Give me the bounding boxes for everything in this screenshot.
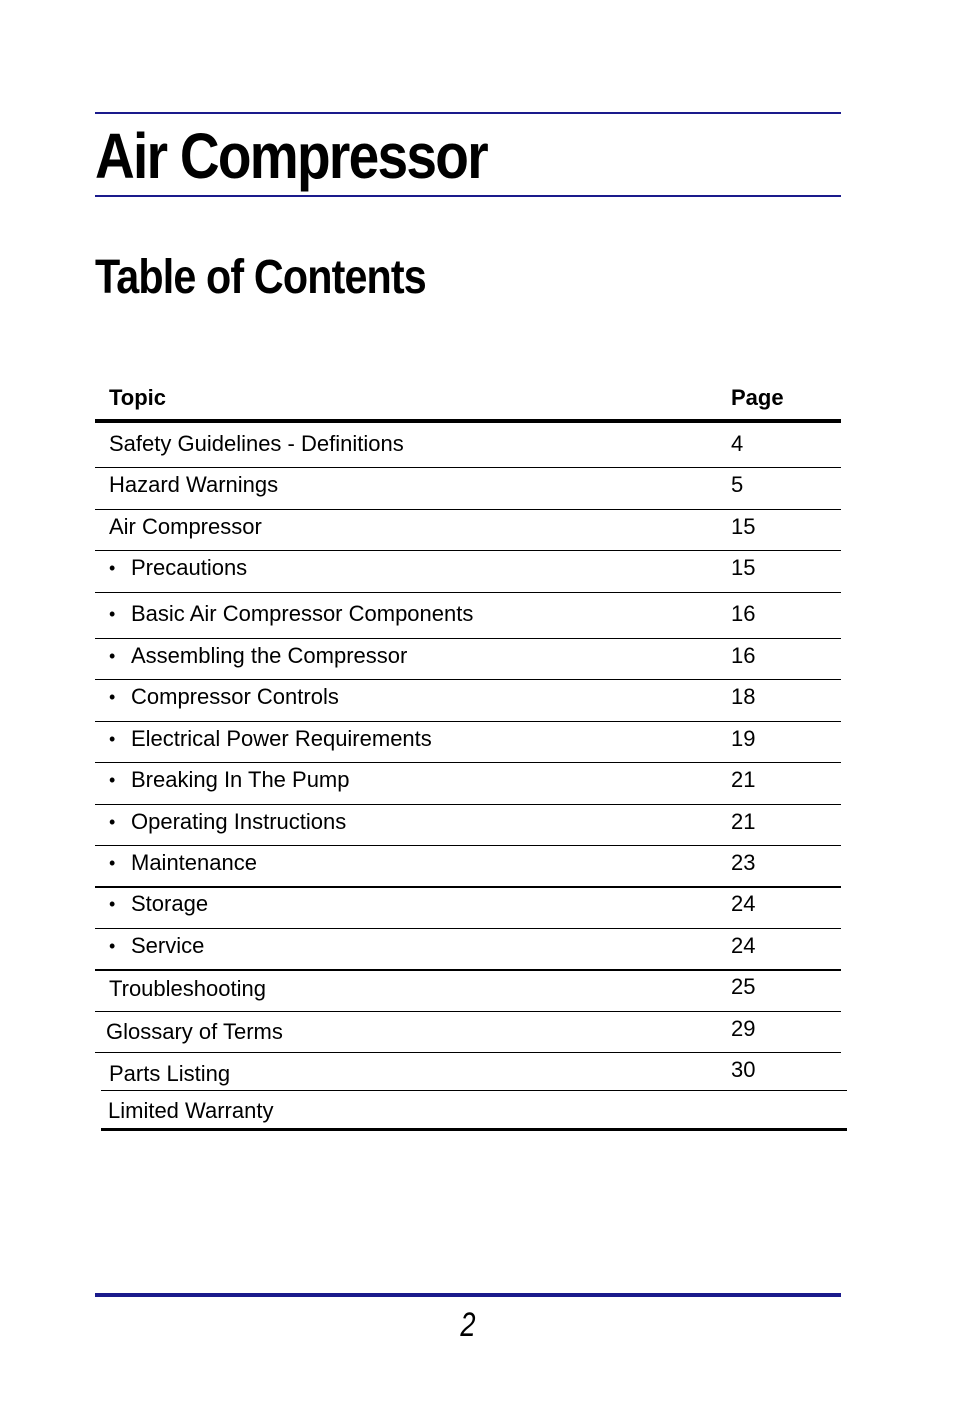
toc-topic: Parts Listing: [109, 1061, 231, 1086]
toc-topic: Limited Warranty: [108, 1098, 274, 1123]
toc-row-divider: [95, 679, 841, 680]
toc-topic: Assembling the Compressor: [131, 643, 408, 668]
toc-topic: Troubleshooting: [109, 976, 266, 1001]
toc-row: [95, 684, 841, 712]
bullet-icon: •: [109, 558, 116, 578]
toc-page-number: 29: [731, 1016, 756, 1041]
toc-topic: Service: [131, 933, 205, 958]
toc-row-divider: [95, 886, 841, 888]
toc-row: [95, 976, 841, 1004]
toc-topic: Basic Air Compressor Components: [131, 601, 474, 626]
toc-row: [95, 1098, 841, 1126]
toc-topic: Safety Guidelines - Definitions: [109, 431, 404, 456]
toc-topic: Compressor Controls: [131, 684, 339, 709]
toc-topic: Air Compressor: [109, 514, 262, 539]
toc-row-divider: [95, 1011, 841, 1012]
toc-row-divider: [95, 762, 841, 763]
toc-page-number: 24: [731, 933, 756, 958]
toc-row: [95, 601, 841, 629]
toc-row: [95, 555, 841, 583]
toc-page-number: 21: [731, 809, 756, 834]
toc-row-divider: [95, 845, 841, 846]
toc-row: [95, 809, 841, 837]
toc-row: [95, 933, 841, 961]
toc-row-divider: [95, 928, 841, 929]
toc-row-divider: [95, 1052, 841, 1053]
toc-topic: Operating Instructions: [131, 809, 347, 834]
bullet-icon: •: [109, 604, 116, 624]
toc-row-divider: [95, 721, 841, 722]
toc-row: [95, 431, 841, 459]
bullet-icon: •: [109, 894, 116, 914]
toc-page-number: 25: [731, 974, 756, 999]
toc-page-number: 21: [731, 767, 756, 792]
toc-row: [95, 726, 841, 754]
toc-page-number: 24: [731, 891, 756, 916]
toc-topic: Precautions: [131, 555, 248, 580]
toc-topic: Breaking In The Pump: [131, 767, 350, 792]
toc-page-number: 16: [731, 643, 756, 668]
bullet-icon: •: [109, 646, 116, 666]
bullet-icon: •: [109, 936, 116, 956]
toc-row-divider: [95, 592, 841, 593]
toc-row-divider: [95, 550, 841, 551]
toc-row-divider: [95, 467, 841, 468]
bullet-icon: •: [109, 812, 116, 832]
toc-topic: Storage: [131, 891, 209, 916]
toc-page-number: 30: [731, 1057, 756, 1082]
toc-topic: Maintenance: [131, 850, 257, 875]
toc-final-rule: [101, 1128, 847, 1131]
bullet-icon: •: [109, 729, 116, 749]
toc-page-number: 5: [731, 472, 744, 497]
toc-row: [95, 643, 841, 671]
toc-header-topic: Topic: [109, 385, 167, 410]
toc-header-page: Page: [731, 385, 784, 410]
toc-topic: Hazard Warnings: [109, 472, 279, 497]
toc-row-divider: [95, 804, 841, 805]
bullet-icon: •: [109, 853, 116, 873]
toc-row: [95, 1057, 841, 1089]
toc-topic: Glossary of Terms: [106, 1019, 283, 1044]
toc-page-number: 18: [731, 684, 756, 709]
toc-page-number: 15: [731, 555, 756, 580]
footer-rule: [95, 1293, 841, 1297]
bullet-icon: •: [109, 687, 116, 707]
bullet-icon: •: [109, 770, 116, 790]
toc-page-number: 15: [731, 514, 756, 539]
toc-row: [95, 472, 841, 500]
page-number: 2: [460, 1306, 476, 1344]
toc-row: [95, 1016, 841, 1047]
toc-row-divider: [95, 638, 841, 639]
toc-row-divider: [95, 509, 841, 510]
toc-row: [95, 767, 841, 795]
toc-topic: Electrical Power Requirements: [131, 726, 432, 751]
toc-row-divider: [95, 969, 841, 971]
toc-row: [95, 514, 841, 542]
toc-heading: Table of Contents: [95, 251, 426, 304]
document-title: Air Compressor: [95, 120, 487, 192]
toc-page-number: 16: [731, 601, 756, 626]
toc-row: [95, 850, 841, 878]
toc-row-divider: [101, 1090, 847, 1091]
toc-page-number: 19: [731, 726, 756, 751]
toc-page-number: 4: [731, 431, 744, 456]
toc-page-number: 23: [731, 850, 756, 875]
toc-row: [95, 891, 841, 919]
